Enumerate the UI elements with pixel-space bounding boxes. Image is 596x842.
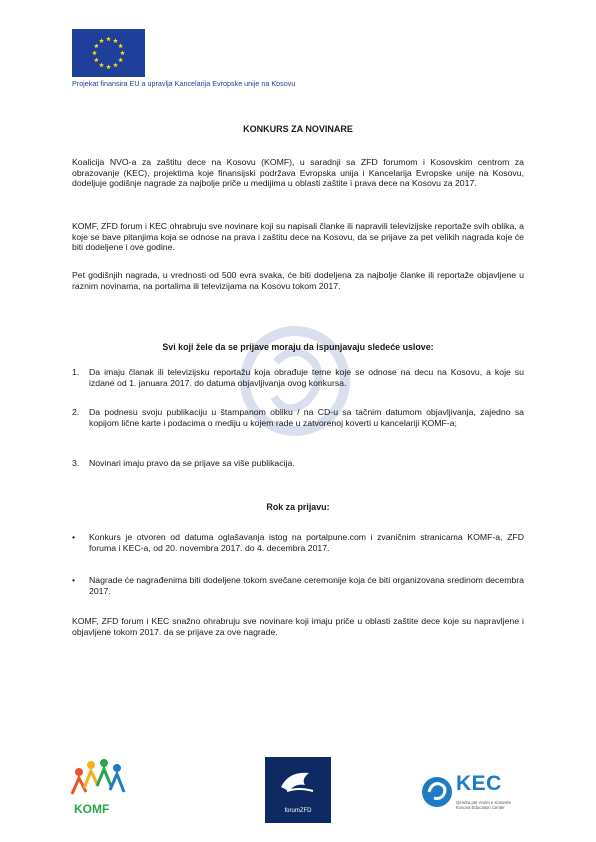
eu-star-icon (99, 63, 104, 68)
eu-star-icon (106, 36, 111, 41)
eu-star-icon (92, 50, 97, 55)
komf-logo-text: KOMF (74, 802, 110, 816)
eu-star-icon (99, 38, 104, 43)
kec-logo-subtitle (456, 800, 511, 810)
eu-flag-icon (72, 29, 145, 77)
list-marker: • (72, 532, 76, 542)
list-item-text: Nagrade će nagrađenima biti dodeljene tokom svečane ceremonije koja će biti organizovana sredinom decembra 2017. (89, 575, 524, 596)
deadline-heading: Rok za prijavu: (266, 502, 330, 512)
kec-subtitle-line: Qendra për Arsim e Kosovës (456, 800, 511, 805)
eu-caption: Projekat finansira EU a upravlja Kancelarija Evropske unije na Kosovu (72, 79, 296, 88)
eu-star-icon (113, 38, 118, 43)
eu-star-icon (94, 57, 99, 62)
conditions-heading: Svi koji žele da se prijave moraju da ispunjavaju sledeće uslove: (162, 342, 434, 352)
eu-star-icon (106, 64, 111, 69)
list-marker: 3. (72, 458, 80, 468)
forum-zfd-logo-text: forumZFD (284, 808, 312, 814)
eu-star-icon (94, 43, 99, 48)
list-item-text: Da imaju članak ili televizijsku reportažu koja obrađuje teme koje se odnose na decu na Kosovu, a koje su izdane od 1. januara 2017. do datuma objavljivanja ovog konkursa. (89, 367, 524, 388)
intro-paragraph-1: Koalicija NVO-a za zaštitu dece na Kosovu (KOMF), u saradnji sa ZFD forumom i Kosovskim centrom za obrazovanje (KEC), projektima koje finansijski podržava Evropska unija i Kancelarija Evropske unije na Kosovu, dodeljuje godišnje nagrade za najbolje priče u medijima u oblasti zaštite i prava dece na Kosovu za 2017. (72, 157, 524, 189)
page-title: KONKURS ZA NOVINARE (243, 124, 353, 134)
eu-star-icon (118, 57, 123, 62)
list-marker: • (72, 575, 76, 585)
kec-logo-text: KEC (456, 772, 502, 795)
list-item-text: Novinari imaju pravo da se prijave sa više publikacija. (89, 458, 295, 468)
list-marker: 2. (72, 407, 80, 417)
eu-star-icon (113, 63, 118, 68)
list-item-text: Konkurs je otvoren od datuma oglašavanja istog na portalpune.com i zvaničnim stranicama KOMF-a, ZFD foruma i KEC-a, od 20. novembra 2017. do 4. decembra 2017. (89, 532, 524, 553)
kec-subtitle-line: Kosova Education Center (456, 805, 505, 811)
closing-paragraph: KOMF, ZFD forum i KEC snažno ohrabruju sve novinare koji imaju priče u oblasti zaštite dece koje su napravljene i objavljene tokom 2017. da se prijave za ove nagrade. (72, 616, 524, 637)
list-item-text: Da podnesu svoju publikaciju u štampanom obliku / na CD-u sa tačnim datumom objavljivanja, zajedno sa kopijom lične karte i podacima o mediju u kojem rade u zatvorenoj koverti u kancelariji KOMF-a; (89, 407, 524, 428)
intro-paragraph-3: Pet godišnjih nagrada, u vrednosti od 500 evra svaka, će biti dodeljena za najbolje članke ili reportaže objavljene u raznim novinama, na portalima ili televizijama na Kosovu tokom 2017. (72, 270, 524, 291)
list-marker: 1. (72, 367, 80, 377)
eu-star-icon (118, 43, 123, 48)
intro-paragraph-2: KOMF, ZFD forum i KEC ohrabruju sve novinare koji su napisali članke ili napravili televizijske reportaže svih oblika, a koje se bave pitanjima koja se odnose na prava i zaštitu dece na Kosovu, da se prijave za pet velikih nagrada koje će biti dodeljene i ove godine. (72, 221, 524, 253)
eu-star-icon (120, 50, 125, 55)
